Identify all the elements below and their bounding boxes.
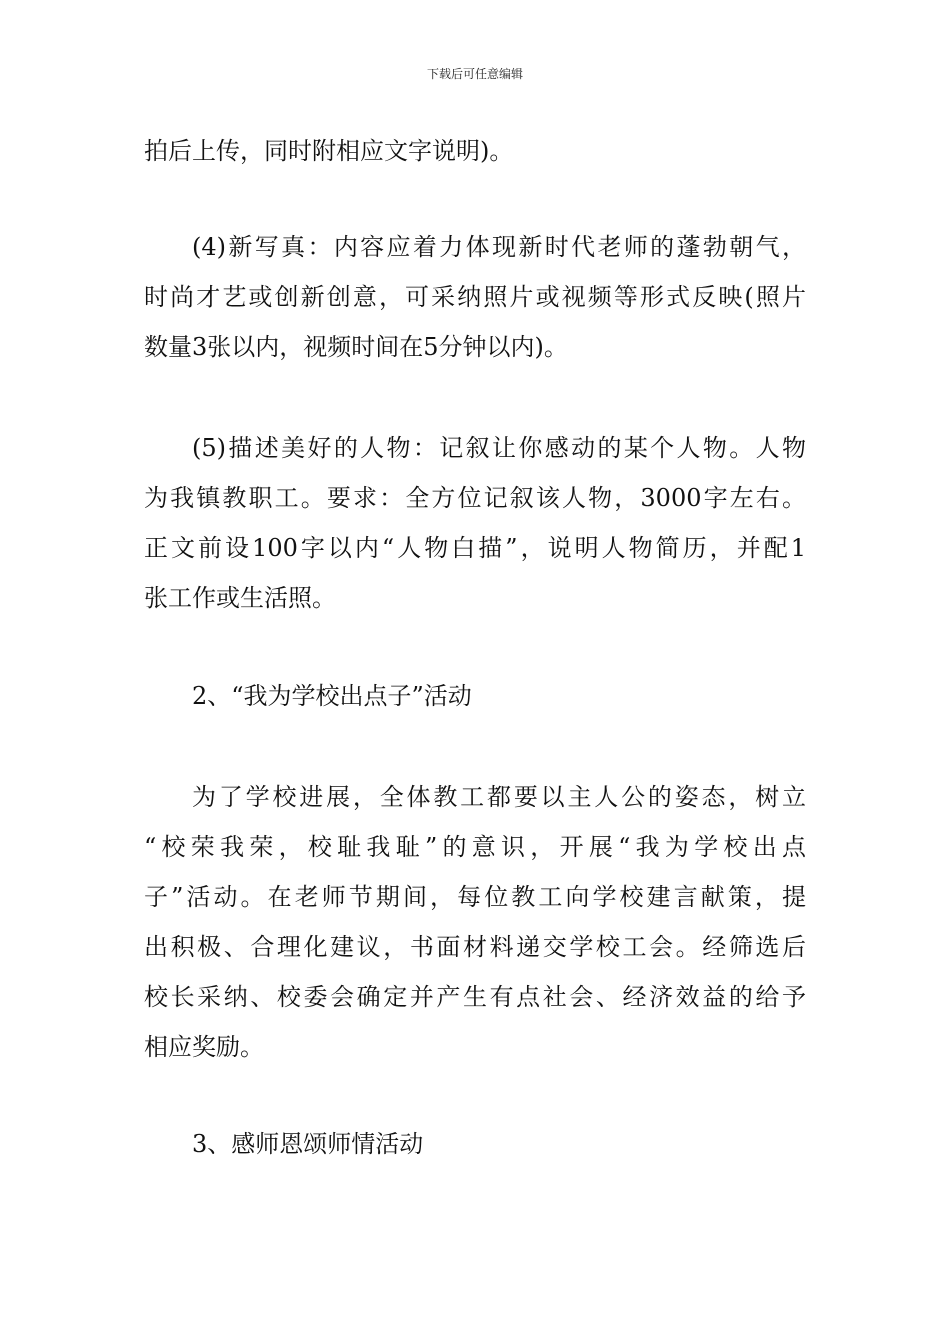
text-line: 数量3张以内，视频时间在5分钟以内)。 [144,333,568,361]
text-line: 校长采纳、校委会确定并产生有点社会、经济效益的给予 [144,983,806,1011]
text-line: 子”活动。在老师节期间，每位教工向学校建言献策，提 [144,883,806,911]
paragraph-continuation [144,126,806,176]
paragraph-item-5 [144,423,806,623]
paragraph-body [144,772,806,1072]
section-heading-2 [144,671,806,721]
text-line: (5)描述美好的人物：记叙让你感动的某个人物。人物 [192,434,806,462]
text-line: 正文前设100字以内“人物白描”，说明人物简历，并配1 [144,534,806,562]
text-line: 张工作或生活照。 [144,584,336,612]
paragraph-item-4 [144,222,806,372]
text-line: 为了学校进展，全体教工都要以主人公的姿态，树立 [192,783,806,811]
section-heading-3 [144,1119,806,1169]
text-line: 出积极、合理化建议，书面材料递交学校工会。经筛选后 [144,933,806,961]
heading-line: 2、“我为学校出点子”活动 [192,682,472,710]
page-header: 下载后可任意编辑 [426,67,523,81]
heading-line: 3、感师恩颂师情活动 [192,1130,424,1158]
text-line: 相应奖励。 [144,1033,264,1061]
text-line: 拍后上传，同时附相应文字说明)。 [144,137,514,165]
text-line: 时尚才艺或创新创意，可采纳照片或视频等形式反映(照片 [144,283,806,311]
text-line: “校荣我荣，校耻我耻”的意识，开展“我为学校出点 [144,833,806,861]
text-line: (4)新写真：内容应着力体现新时代老师的蓬勃朝气， [192,233,806,261]
text-line: 为我镇教职工。要求：全方位记叙该人物，3000字左右。 [144,484,806,512]
